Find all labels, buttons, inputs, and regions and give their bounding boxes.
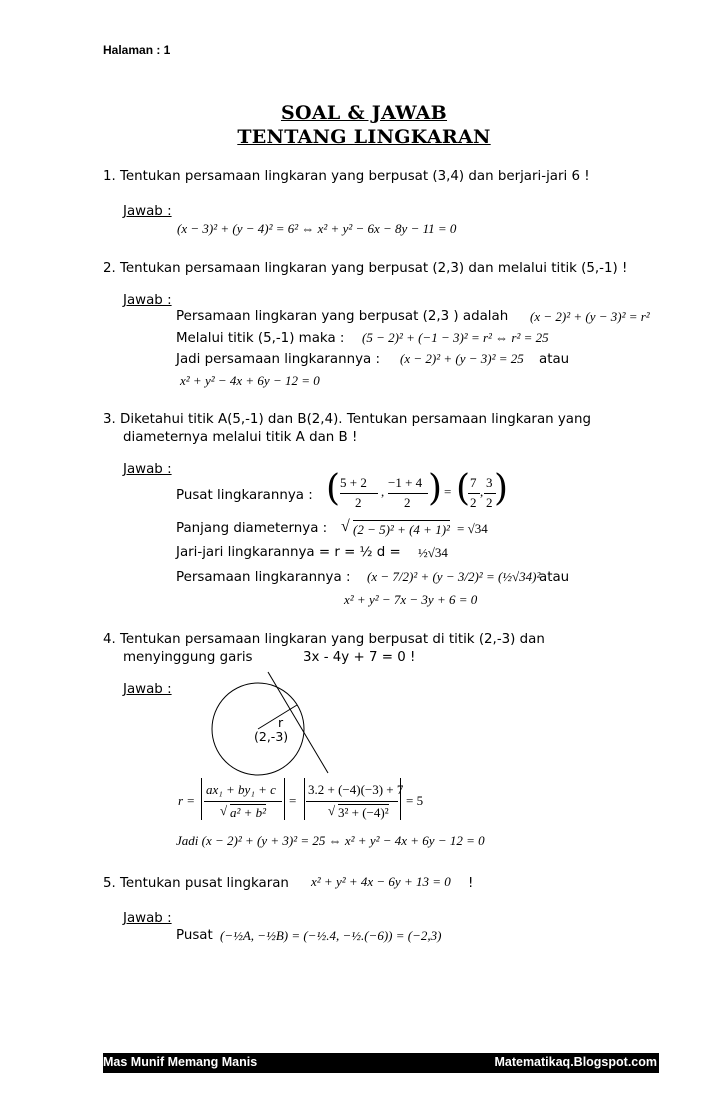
answer-label-4: Jawab :	[123, 682, 172, 697]
paren-right: )	[494, 468, 509, 509]
paren-left: (	[326, 468, 341, 509]
q3-frac2-num: −1 + 4	[388, 475, 423, 490]
page-number: Halaman : 1	[103, 43, 171, 57]
q2-line3-text: Jadi persamaan lingkarannya :	[176, 352, 380, 367]
q3-res-num2: 3	[486, 475, 493, 490]
footer-bar	[103, 1053, 659, 1073]
q4-result: = 5	[406, 793, 424, 808]
q3-equation-final: x² + y² − 7x − 3y + 6 = 0	[344, 592, 478, 607]
q5-answer-eq: (−½A, −½B) = (−½.4, −½.(−6)) = (−2,3)	[220, 928, 442, 943]
abs-bar	[284, 778, 285, 820]
fraction-bar	[468, 493, 480, 494]
comma: ,	[381, 484, 385, 499]
q3-equation-text: Persamaan lingkarannya :	[176, 570, 351, 585]
answer-label-1: Jawab :	[123, 204, 172, 219]
answer-label-5: Jawab :	[123, 911, 172, 926]
question-2: 2. Tentukan persamaan lingkaran yang berpusat (2,3) dan melalui titik (5,-1) !	[103, 261, 628, 276]
sqrt-sign: √	[220, 803, 228, 818]
question-3-line1: 3. Diketahui titik A(5,-1) dan B(2,4). Tentukan persamaan lingkaran yang	[103, 412, 592, 427]
q4-den1: a² + b²	[230, 805, 267, 820]
q2-line3-tail: atau	[539, 352, 570, 367]
q2-line1-eq: (x − 2)² + (y − 3)² = r²	[530, 309, 650, 324]
q2-line2-text: Melalui titik (5,-1) maka :	[176, 331, 345, 346]
fraction-bar	[340, 493, 378, 494]
circle-tangent-diagram	[200, 660, 350, 780]
q3-radius-eq: ½√34	[418, 545, 448, 560]
q3-res-den1: 2	[470, 495, 477, 510]
question-4-line2: menyinggung garis	[123, 650, 253, 665]
question-5: 5. Tentukan pusat lingkaran	[103, 876, 289, 891]
abs-bar	[400, 778, 401, 820]
q3-diameter-radicand: (2 − 5)² + (4 + 1)²	[353, 522, 450, 537]
q2-line2-eq: (5 − 2)² + (−1 − 3)² = r² ⇔ r² = 25	[362, 330, 549, 345]
q4-num2: 3.2 + (−4)(−3) + 7	[308, 782, 404, 797]
q4-num1: ax₁ + by₁ + c	[206, 782, 276, 797]
sqrt-sign: √	[341, 518, 350, 535]
footer-author: Mas Munif Memang Manis	[103, 1055, 258, 1069]
question-5-tail: !	[468, 876, 474, 891]
equals: =	[289, 793, 297, 808]
q4-conclusion: Jadi (x − 2)² + (y + 3)² = 25 ⇔ x² + y² − 4x + 6y − 12 = 0	[176, 833, 485, 848]
q2-line3-eq: (x − 2)² + (y − 3)² = 25	[400, 351, 524, 366]
q4-den2: 3² + (−4)²	[338, 805, 389, 820]
tangent-line	[268, 672, 328, 773]
q5-answer-text: Pusat	[176, 928, 213, 943]
question-4-line-eq: 3x - 4y + 7 = 0 !	[303, 650, 416, 665]
paren-right: )	[428, 468, 443, 509]
fraction-bar	[204, 801, 282, 802]
fraction-bar	[388, 493, 428, 494]
fraction-bar	[306, 801, 398, 802]
q4-r-lhs: r =	[178, 793, 196, 808]
q4-label-center: (2,-3)	[254, 729, 289, 744]
q3-frac1-den: 2	[355, 495, 362, 510]
q3-center-result	[456, 468, 509, 514]
q3-res-den2: 2	[486, 495, 493, 510]
question-5-eq: x² + y² + 4x − 6y + 13 = 0	[311, 874, 451, 889]
equals: =	[444, 484, 452, 499]
q2-line4-eq: x² + y² − 4x + 6y − 12 = 0	[180, 373, 320, 388]
abs-bar	[201, 778, 202, 820]
q3-frac1-num: 5 + 2	[340, 475, 367, 490]
sqrt-sign: √	[328, 803, 336, 818]
comma: ,	[480, 484, 484, 499]
q3-frac2-den: 2	[404, 495, 411, 510]
answer-label-3: Jawab :	[123, 462, 172, 477]
question-3-line2: diameternya melalui titik A dan B !	[123, 430, 358, 445]
footer-site: Matematikaq.Blogspot.com	[494, 1055, 657, 1069]
q3-diameter-result: = √34	[457, 521, 488, 536]
q3-radius-text: Jari-jari lingkarannya = r = ½ d =	[176, 545, 401, 560]
q3-diameter-text: Panjang diameternya :	[176, 521, 328, 536]
question-4-line1: 4. Tentukan persamaan lingkaran yang berpusat di titik (2,-3) dan	[103, 632, 545, 647]
q3-equation-math: (x − 7/2)² + (y − 3/2)² = (½√34)²	[367, 569, 541, 584]
q3-center-text: Pusat lingkarannya :	[176, 488, 313, 503]
question-1: 1. Tentukan persamaan lingkaran yang berpusat (3,4) dan berjari-jari 6 !	[103, 169, 590, 184]
q3-res-num1: 7	[470, 475, 477, 490]
q4-label-r: r	[278, 715, 284, 730]
abs-bar	[304, 778, 305, 820]
q1-equation: (x − 3)² + (y − 4)² = 6² ⇔ x² + y² − 6x − 8y − 11 = 0	[177, 221, 457, 236]
answer-label-2: Jawab :	[123, 293, 172, 308]
q4-distance-formula	[176, 776, 436, 826]
q2-line1-text: Persamaan lingkaran yang berpusat (2,3 ) adalah	[176, 309, 509, 324]
title-line-2: TENTANG LINGKARAN	[237, 126, 491, 148]
title-line-1: SOAL & JAWAB	[280, 102, 448, 124]
paren-left: (	[456, 468, 471, 509]
q3-equation-tail: atau	[539, 570, 570, 585]
